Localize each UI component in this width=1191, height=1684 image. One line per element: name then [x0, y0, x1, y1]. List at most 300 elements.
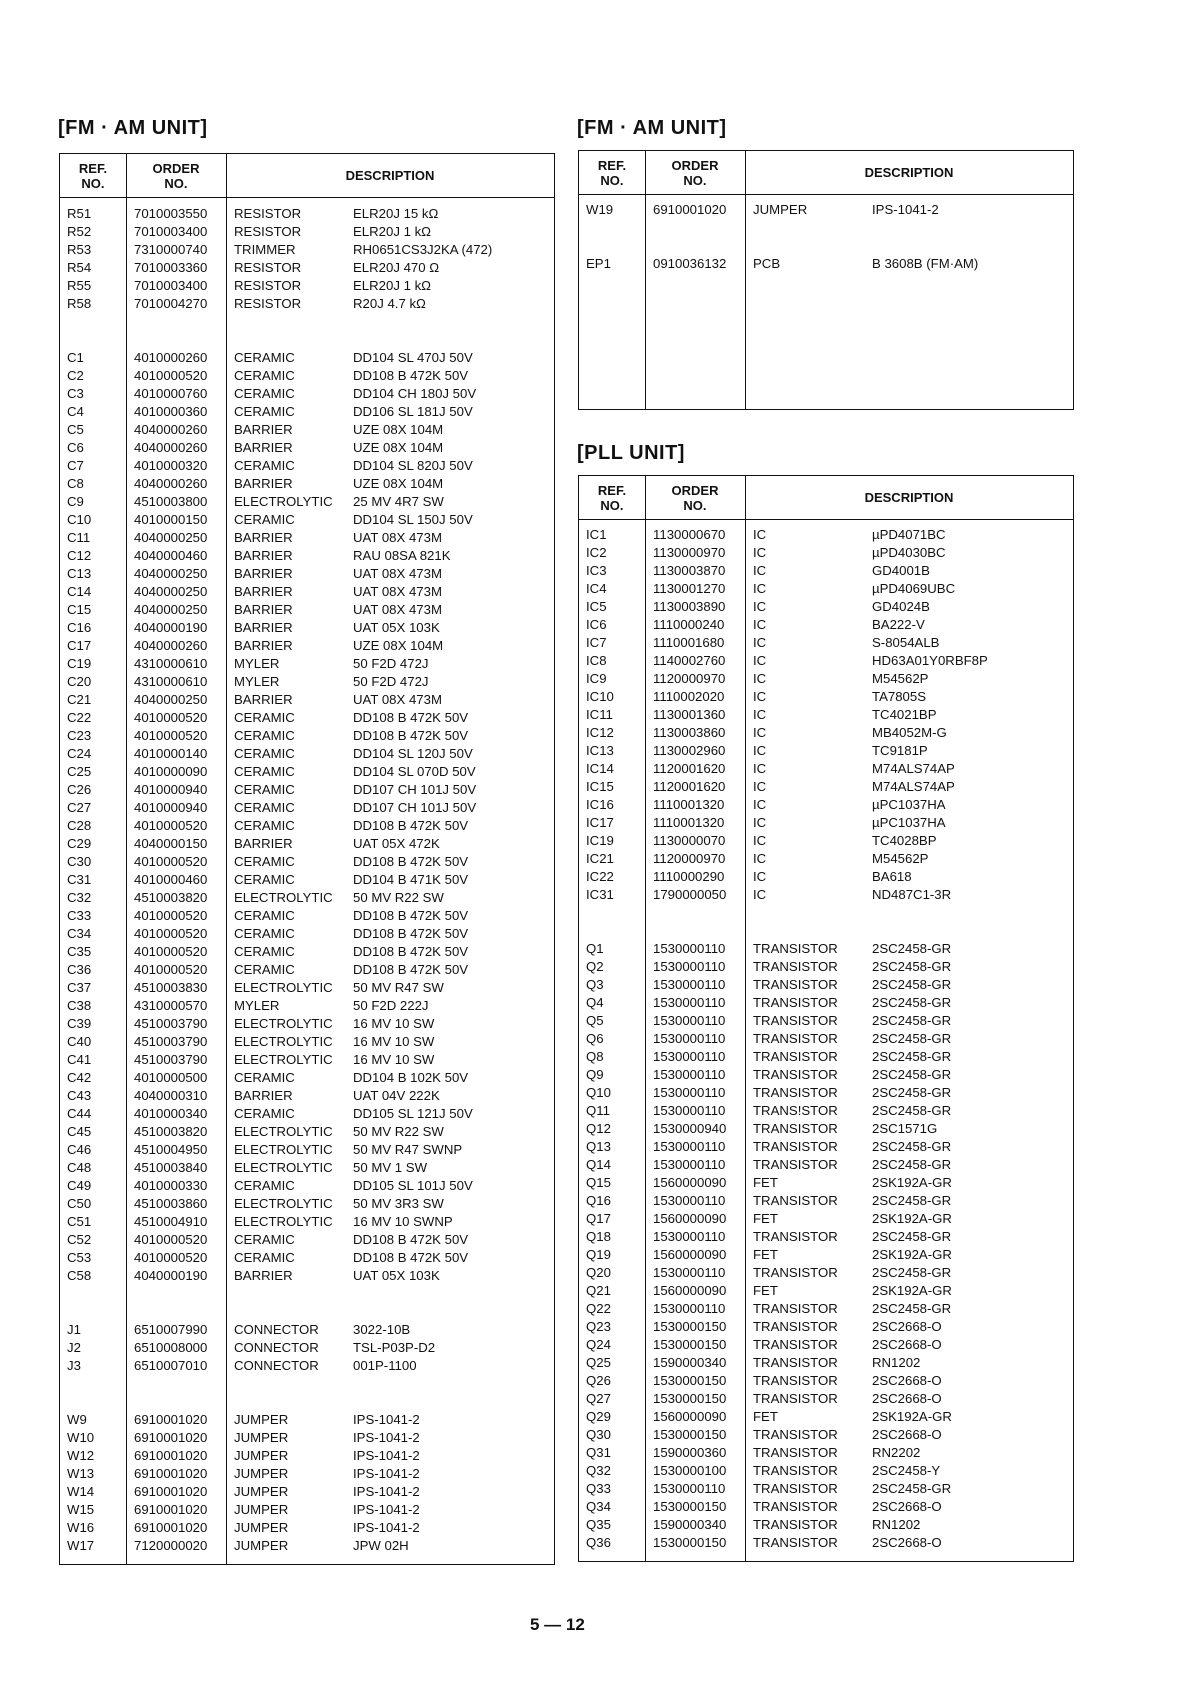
cell-ref-no: C38 — [67, 998, 92, 1013]
cell-part-type: BARRIER — [234, 1088, 293, 1103]
cell-ref-no: R55 — [67, 278, 92, 293]
cell-part-spec: GD4024B — [872, 599, 930, 614]
cell-ref-no: Q35 — [586, 1517, 611, 1532]
cell-part-spec: DD108 B 472K 50V — [353, 818, 469, 833]
cell-ref-no: C26 — [67, 782, 92, 797]
cell-ref-no: Q26 — [586, 1373, 611, 1388]
table-row — [579, 1102, 1073, 1120]
table-row — [60, 601, 554, 619]
cell-part-type: ELECTROLYTIC — [234, 494, 333, 509]
cell-part-type: ELECTROLYTIC — [234, 1160, 333, 1175]
cell-part-type: TRANSISTOR — [753, 1049, 838, 1064]
table-row — [579, 850, 1073, 868]
table-row — [579, 1192, 1073, 1210]
table-row — [60, 1213, 554, 1231]
table-row — [579, 1444, 1073, 1462]
cell-order-no: 1530000110 — [653, 1031, 726, 1046]
cell-part-spec: RN1202 — [872, 1517, 921, 1532]
cell-ref-no: IC8 — [586, 653, 607, 668]
cell-part-type: TRANSISTOR — [753, 1031, 838, 1046]
cell-order-no: 1530000110 — [653, 1265, 726, 1280]
table-row — [579, 580, 1073, 598]
cell-ref-no: W10 — [67, 1430, 95, 1445]
cell-ref-no: C36 — [67, 962, 92, 977]
cell-ref-no: IC19 — [586, 833, 614, 848]
cell-part-spec: IPS-1041-2 — [353, 1412, 420, 1427]
cell-order-no: 4010000330 — [134, 1178, 208, 1193]
cell-order-no: 6910001020 — [653, 202, 727, 217]
cell-part-spec: DD107 CH 101J 50V — [353, 800, 477, 815]
cell-order-no: 4510003830 — [134, 980, 208, 995]
cell-part-type: TRANSISTOR — [753, 1499, 838, 1514]
table-row — [579, 688, 1073, 706]
cell-ref-no: Q36 — [586, 1535, 611, 1550]
cell-part-type: ELECTROLYTIC — [234, 1142, 333, 1157]
header-description: DESCRIPTION — [345, 168, 435, 183]
cell-part-spec: TSL-P03P-D2 — [353, 1340, 436, 1355]
cell-ref-no: C4 — [67, 404, 84, 419]
cell-part-type: IC — [753, 743, 767, 758]
page-number: 5 — 12 — [530, 1615, 585, 1634]
cell-order-no: 4010000940 — [134, 800, 208, 815]
cell-part-type: IC — [753, 815, 767, 830]
cell-part-type: JUMPER — [234, 1448, 289, 1463]
cell-ref-no: J3 — [67, 1358, 81, 1373]
cell-order-no: 1120001620 — [653, 761, 726, 776]
cell-ref-no: C29 — [67, 836, 92, 851]
cell-part-type: JUMPER — [234, 1430, 289, 1445]
cell-ref-no: Q10 — [586, 1085, 611, 1100]
cell-part-type: CERAMIC — [234, 944, 295, 959]
cell-part-spec: 2SK192A-GR — [872, 1175, 952, 1190]
cell-part-type: TRANSISTOR — [753, 1355, 838, 1370]
cell-ref-no: IC21 — [586, 851, 614, 866]
cell-part-type: CERAMIC — [234, 764, 295, 779]
cell-ref-no: Q33 — [586, 1481, 611, 1496]
cell-ref-no: W15 — [67, 1502, 95, 1517]
right-bottom-section-title: [PLL UNIT] — [577, 442, 685, 464]
cell-part-spec: 16 MV 10 SW — [353, 1016, 435, 1031]
cell-ref-no: C2 — [67, 368, 84, 383]
table-row — [579, 1120, 1073, 1138]
cell-ref-no: Q22 — [586, 1301, 611, 1316]
cell-part-type: CERAMIC — [234, 1178, 295, 1193]
table-row — [579, 1426, 1073, 1444]
cell-part-type: BARRIER — [234, 422, 293, 437]
cell-part-spec: UAT 08X 473M — [353, 566, 442, 581]
cell-part-type: TRANSISTOR — [753, 1121, 838, 1136]
cell-part-spec: µPD4069UBC — [872, 581, 956, 596]
cell-part-spec: 2SC2458-GR — [872, 1265, 952, 1280]
cell-ref-no: C3 — [67, 386, 84, 401]
cell-part-type: JUMPER — [234, 1484, 289, 1499]
cell-order-no: 1790000050 — [653, 887, 727, 902]
table-row — [579, 868, 1073, 886]
table-row — [60, 277, 554, 295]
table-row — [579, 526, 1073, 544]
cell-order-no: 1560000090 — [653, 1211, 727, 1226]
cell-part-spec: DD108 B 472K 50V — [353, 1232, 469, 1247]
table-row — [60, 943, 554, 961]
cell-order-no: 4040000260 — [134, 476, 208, 491]
cell-order-no: 1120000970 — [653, 851, 726, 866]
cell-order-no: 1530000110 — [653, 959, 726, 974]
header-order-no: ORDER NO. — [152, 160, 200, 191]
cell-order-no: 4010000520 — [134, 710, 208, 725]
cell-order-no: 1140002760 — [653, 653, 726, 668]
cell-ref-no: IC9 — [586, 671, 607, 686]
table-row — [579, 1534, 1073, 1552]
table-row — [60, 1177, 554, 1195]
table-row — [60, 1087, 554, 1105]
cell-part-spec: 2SC2458-GR — [872, 995, 952, 1010]
cell-part-type: TRANSISTOR — [753, 1535, 838, 1550]
cell-order-no: 1530000110 — [653, 977, 726, 992]
cell-ref-no: C45 — [67, 1124, 92, 1139]
cell-part-spec: µPD4030BC — [872, 545, 946, 560]
cell-order-no: 1530000940 — [653, 1121, 727, 1136]
table-row — [60, 439, 554, 457]
cell-order-no: 4040000460 — [134, 548, 208, 563]
cell-part-type: IC — [753, 851, 767, 866]
table-row — [60, 1339, 554, 1357]
cell-part-type: IC — [753, 653, 767, 668]
cell-part-spec: 2SC2458-GR — [872, 1139, 952, 1154]
cell-ref-no: IC13 — [586, 743, 614, 758]
cell-order-no: 1110001680 — [653, 635, 725, 650]
cell-order-no: 4010000340 — [134, 1106, 208, 1121]
cell-ref-no: Q20 — [586, 1265, 611, 1280]
table-row — [579, 1282, 1073, 1300]
cell-part-spec: IPS-1041-2 — [872, 202, 939, 217]
cell-part-type: BARRIER — [234, 548, 293, 563]
cell-ref-no: IC11 — [586, 707, 613, 722]
table-row — [579, 1084, 1073, 1102]
table-row — [579, 1408, 1073, 1426]
cell-ref-no: C1 — [67, 350, 84, 365]
cell-ref-no: W9 — [67, 1412, 87, 1427]
table-row — [579, 1174, 1073, 1192]
cell-order-no: 4010000520 — [134, 962, 208, 977]
cell-order-no: 1130000670 — [653, 527, 726, 542]
cell-part-spec: DD104 SL 820J 50V — [353, 458, 473, 473]
right-top-parts-table — [578, 150, 1074, 410]
cell-order-no: 4510003800 — [134, 494, 208, 509]
cell-part-type: BARRIER — [234, 1268, 293, 1283]
cell-part-spec: S-8054ALB — [872, 635, 940, 650]
cell-ref-no: C21 — [67, 692, 92, 707]
cell-part-spec: TC9181P — [872, 743, 928, 758]
cell-ref-no: C34 — [67, 926, 92, 941]
cell-ref-no: IC5 — [586, 599, 607, 614]
table-row — [60, 1483, 554, 1501]
cell-order-no: 7120000020 — [134, 1538, 208, 1553]
cell-part-type: RESISTOR — [234, 278, 302, 293]
cell-order-no: 0910036132 — [653, 256, 727, 271]
cell-order-no: 1530000110 — [653, 1013, 726, 1028]
cell-part-spec: 50 F2D 472J — [353, 674, 429, 689]
cell-ref-no: IC14 — [586, 761, 614, 776]
cell-order-no: 6910001020 — [134, 1448, 208, 1463]
cell-part-type: IC — [753, 599, 767, 614]
cell-part-spec: RAU 08SA 821K — [353, 548, 451, 563]
cell-part-spec: 2SC2458-GR — [872, 1193, 952, 1208]
cell-ref-no: IC31 — [586, 887, 614, 902]
cell-order-no: 1530000100 — [653, 1463, 727, 1478]
cell-order-no: 1130003870 — [653, 563, 726, 578]
table-row — [579, 1138, 1073, 1156]
cell-part-type: CERAMIC — [234, 908, 295, 923]
cell-part-type: TRANSISTOR — [753, 941, 838, 956]
right-bottom-parts-table — [578, 475, 1074, 1562]
cell-order-no: 1530000110 — [653, 1157, 726, 1172]
table-row — [60, 349, 554, 367]
cell-part-type: IC — [753, 869, 767, 884]
cell-order-no: 1530000110 — [653, 1301, 726, 1316]
cell-part-spec: 2SK192A-GR — [872, 1247, 952, 1262]
cell-order-no: 1560000090 — [653, 1409, 727, 1424]
cell-part-type: CERAMIC — [234, 512, 295, 527]
cell-part-type: CERAMIC — [234, 368, 295, 383]
cell-part-type: ELECTROLYTIC — [234, 1124, 333, 1139]
table-row — [60, 241, 554, 259]
cell-ref-no: Q11 — [586, 1103, 610, 1118]
cell-part-type: BARRIER — [234, 530, 293, 545]
cell-part-spec: 2SK192A-GR — [872, 1283, 952, 1298]
cell-ref-no: Q29 — [586, 1409, 611, 1424]
cell-ref-no: Q27 — [586, 1391, 611, 1406]
table-row — [60, 817, 554, 835]
cell-part-type: CERAMIC — [234, 818, 295, 833]
cell-ref-no: W17 — [67, 1538, 95, 1553]
cell-part-spec: UAT 08X 473M — [353, 602, 442, 617]
cell-part-spec: DD108 B 472K 50V — [353, 368, 469, 383]
table-row — [579, 616, 1073, 634]
cell-part-spec: TC4021BP — [872, 707, 937, 722]
cell-ref-no: C51 — [67, 1214, 92, 1229]
cell-part-type: IC — [753, 545, 767, 560]
cell-order-no: 4040000250 — [134, 566, 208, 581]
cell-part-type: CERAMIC — [234, 458, 295, 473]
cell-part-spec: ELR20J 470 Ω — [353, 260, 440, 275]
left-section-title: [FM · AM UNIT] — [58, 117, 208, 139]
cell-part-type: CERAMIC — [234, 350, 295, 365]
cell-part-type: IC — [753, 833, 767, 848]
table-row — [579, 814, 1073, 832]
cell-part-spec: UZE 08X 104M — [353, 638, 444, 653]
cell-part-spec: M74ALS74AP — [872, 779, 955, 794]
cell-order-no: 4010000090 — [134, 764, 208, 779]
cell-order-no: 4040000250 — [134, 584, 208, 599]
cell-order-no: 1530000110 — [653, 1067, 726, 1082]
table-row — [579, 1390, 1073, 1408]
right-top-section-title: [FM · AM UNIT] — [577, 117, 727, 139]
cell-ref-no: W14 — [67, 1484, 95, 1499]
cell-part-spec: ELR20J 1 kΩ — [353, 224, 432, 239]
cell-part-type: CONNECTOR — [234, 1340, 319, 1355]
cell-part-spec: M74ALS74AP — [872, 761, 955, 776]
table-row — [60, 205, 554, 223]
cell-part-type: CONNECTOR — [234, 1358, 319, 1373]
cell-order-no: 4040000310 — [134, 1088, 208, 1103]
table-row — [579, 1480, 1073, 1498]
cell-part-type: TRANSISTOR — [753, 1427, 838, 1442]
cell-order-no: 4510003790 — [134, 1052, 208, 1067]
cell-ref-no: C13 — [67, 566, 92, 581]
cell-part-type: BARRIER — [234, 584, 293, 599]
cell-order-no: 4040000150 — [134, 836, 208, 851]
cell-ref-no: C28 — [67, 818, 92, 833]
cell-part-type: TRANSISTOR — [753, 1481, 838, 1496]
cell-order-no: 1530000150 — [653, 1391, 727, 1406]
cell-part-type: JUMPER — [234, 1466, 289, 1481]
table-row — [579, 255, 1073, 273]
cell-part-spec: IPS-1041-2 — [353, 1520, 420, 1535]
table-row — [60, 367, 554, 385]
cell-part-spec: 2SC2458-GR — [872, 1103, 952, 1118]
table-row — [60, 1033, 554, 1051]
cell-order-no: 4310000610 — [134, 674, 208, 689]
table-row — [60, 1411, 554, 1429]
cell-order-no: 4510003790 — [134, 1016, 208, 1031]
header-description: DESCRIPTION — [864, 165, 954, 180]
table-row — [579, 1318, 1073, 1336]
table-row — [579, 1354, 1073, 1372]
cell-ref-no: Q15 — [586, 1175, 611, 1190]
cell-ref-no: Q6 — [586, 1031, 604, 1046]
cell-order-no: 4010000150 — [134, 512, 208, 527]
cell-ref-no: W19 — [586, 202, 614, 217]
cell-part-type: TRANSISTOR — [753, 1445, 838, 1460]
cell-part-type: ELECTROLYTIC — [234, 890, 333, 905]
cell-ref-no: Q24 — [586, 1337, 611, 1352]
cell-part-spec: 2SK192A-GR — [872, 1409, 952, 1424]
table-row — [60, 853, 554, 871]
cell-ref-no: Q1 — [586, 941, 604, 956]
cell-ref-no: C43 — [67, 1088, 92, 1103]
cell-part-spec: B 3608B (FM·AM) — [872, 256, 979, 271]
cell-part-type: TRANSISTOR — [753, 1463, 838, 1478]
cell-part-spec: 50 MV R22 SW — [353, 890, 444, 905]
cell-ref-no: Q3 — [586, 977, 604, 992]
cell-part-spec: UAT 05X 103K — [353, 620, 440, 635]
cell-part-type: TRANSISTOR — [753, 977, 838, 992]
cell-part-spec: µPC1037HA — [872, 797, 946, 812]
cell-order-no: 4010000520 — [134, 854, 208, 869]
table-row — [60, 529, 554, 547]
table-row — [60, 1051, 554, 1069]
table-row — [60, 295, 554, 313]
cell-part-spec: IPS-1041-2 — [353, 1502, 420, 1517]
cell-part-spec: IPS-1041-2 — [353, 1466, 420, 1481]
cell-order-no: 7010004270 — [134, 296, 208, 311]
cell-ref-no: W16 — [67, 1520, 95, 1535]
cell-part-spec: DD108 B 472K 50V — [353, 710, 469, 725]
cell-part-type: IC — [753, 617, 767, 632]
cell-order-no: 6510008000 — [134, 1340, 208, 1355]
cell-order-no: 4040000250 — [134, 602, 208, 617]
table-row — [579, 1264, 1073, 1282]
cell-order-no: 4310000570 — [134, 998, 208, 1013]
cell-part-spec: 2SC1571G — [872, 1121, 938, 1136]
cell-ref-no: IC3 — [586, 563, 607, 578]
cell-part-type: TRANSISTOR — [753, 1337, 838, 1352]
cell-part-spec: 001P-1100 — [353, 1358, 417, 1373]
cell-part-type: TRANSISTOR — [753, 1139, 838, 1154]
cell-part-spec: 50 MV R22 SW — [353, 1124, 444, 1139]
cell-part-spec: IPS-1041-2 — [353, 1448, 420, 1463]
table-row — [60, 961, 554, 979]
cell-part-spec: 2SC2458-GR — [872, 1085, 952, 1100]
cell-part-spec: IPS-1041-2 — [353, 1484, 420, 1499]
cell-part-type: RESISTOR — [234, 224, 302, 239]
cell-part-spec: 50 F2D 222J — [353, 998, 429, 1013]
cell-order-no: 4010000520 — [134, 926, 208, 941]
cell-part-spec: 2SC2668-O — [872, 1535, 942, 1550]
cell-order-no: 4040000250 — [134, 530, 208, 545]
cell-part-type: IC — [753, 779, 767, 794]
table-row — [60, 457, 554, 475]
cell-part-type: IC — [753, 671, 767, 686]
cell-ref-no: IC6 — [586, 617, 607, 632]
cell-order-no: 1590000360 — [653, 1445, 727, 1460]
cell-order-no: 1110000290 — [653, 869, 725, 884]
cell-part-type: TRANSISTOR — [753, 1301, 838, 1316]
cell-order-no: 4010000940 — [134, 782, 208, 797]
cell-part-spec: DD108 B 472K 50V — [353, 944, 469, 959]
cell-part-type: IC — [753, 563, 767, 578]
cell-part-spec: 16 MV 10 SW — [353, 1034, 435, 1049]
cell-ref-no: IC2 — [586, 545, 607, 560]
cell-order-no: 1110001320 — [653, 797, 725, 812]
cell-part-spec: DD106 SL 181J 50V — [353, 404, 473, 419]
cell-part-spec: 2SC2458-GR — [872, 1031, 952, 1046]
cell-order-no: 7010003400 — [134, 278, 208, 293]
cell-part-spec: DD108 B 472K 50V — [353, 728, 469, 743]
table-row — [579, 976, 1073, 994]
cell-part-spec: UAT 05X 103K — [353, 1268, 440, 1283]
cell-part-spec: 2SC2458-GR — [872, 1229, 952, 1244]
cell-ref-no: Q19 — [586, 1247, 611, 1262]
cell-ref-no: R51 — [67, 206, 92, 221]
cell-order-no: 4040000250 — [134, 692, 208, 707]
cell-part-type: IC — [753, 689, 767, 704]
table-row — [579, 1300, 1073, 1318]
table-row — [60, 1015, 554, 1033]
cell-part-spec: 2SK192A-GR — [872, 1211, 952, 1226]
cell-part-spec: 2SC2458-GR — [872, 977, 952, 992]
cell-ref-no: Q13 — [586, 1139, 611, 1154]
cell-order-no: 1110001320 — [653, 815, 725, 830]
table-row — [579, 706, 1073, 724]
cell-part-type: BARRIER — [234, 566, 293, 581]
cell-part-type: CERAMIC — [234, 800, 295, 815]
table-row — [579, 1246, 1073, 1264]
table-row — [579, 652, 1073, 670]
cell-ref-no: IC16 — [586, 797, 614, 812]
cell-ref-no: C15 — [67, 602, 92, 617]
cell-ref-no: R58 — [67, 296, 92, 311]
cell-part-type: IC — [753, 725, 767, 740]
cell-part-type: JUMPER — [234, 1502, 289, 1517]
table-row — [60, 1141, 554, 1159]
cell-part-type: CERAMIC — [234, 386, 295, 401]
cell-order-no: 6910001020 — [134, 1520, 208, 1535]
cell-order-no: 1590000340 — [653, 1355, 727, 1370]
cell-part-spec: 2SC2458-GR — [872, 1067, 952, 1082]
table-row — [60, 1537, 554, 1555]
cell-order-no: 1530000110 — [653, 1481, 726, 1496]
